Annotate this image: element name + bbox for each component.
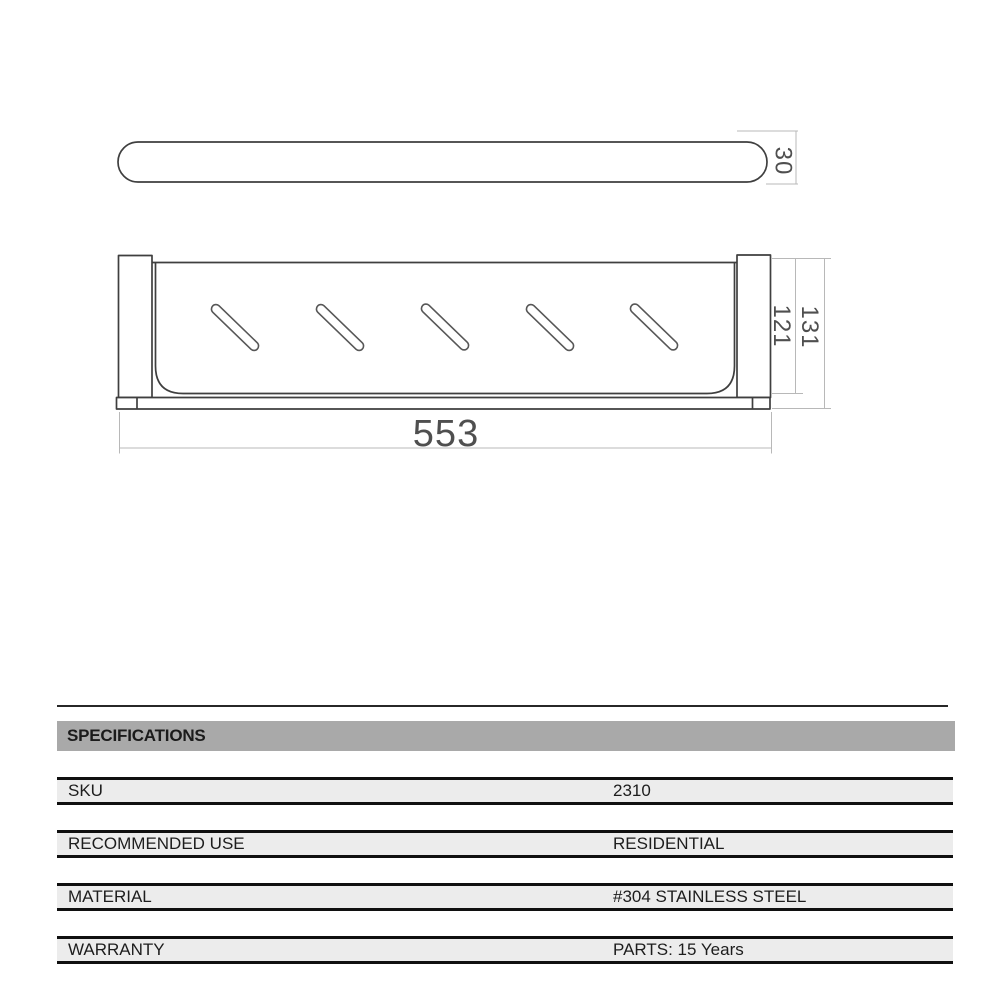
dim-overall-height-label: 131	[796, 305, 823, 349]
front-view	[117, 255, 832, 455]
bottom-rail	[117, 398, 771, 410]
table-top-rule	[57, 705, 948, 707]
table-header: SPECIFICATIONS	[57, 721, 955, 751]
right-bracket	[737, 255, 771, 398]
row-value: PARTS: 15 Years	[613, 940, 744, 959]
row-label: SKU	[68, 781, 103, 800]
top-view	[118, 131, 798, 184]
drain-slot	[315, 303, 366, 353]
row-value: #304 STAINLESS STEEL	[613, 887, 807, 906]
row-value: RESIDENTIAL	[613, 834, 725, 853]
drain-slot	[629, 302, 680, 352]
row-label: MATERIAL	[68, 887, 152, 906]
drain-slot	[525, 303, 576, 353]
left-bracket	[119, 256, 153, 398]
row-label: WARRANTY	[68, 940, 165, 959]
shelf-top-view-outline	[118, 142, 767, 182]
dim-depth-label: 30	[769, 146, 797, 176]
table-row	[57, 936, 953, 964]
dimension-width	[120, 412, 772, 455]
dim-inner-height-label: 121	[768, 304, 795, 348]
row-label: RECOMMENDED USE	[68, 834, 245, 853]
table-row	[57, 830, 953, 858]
dimension-heights	[768, 259, 831, 409]
table-row	[57, 777, 953, 805]
table-row	[57, 883, 953, 911]
drain-slot	[420, 302, 471, 352]
drain-slot	[210, 303, 261, 353]
drain-slots	[210, 302, 680, 352]
dim-width-label: 553	[412, 413, 480, 455]
row-value: 2310	[613, 781, 651, 800]
